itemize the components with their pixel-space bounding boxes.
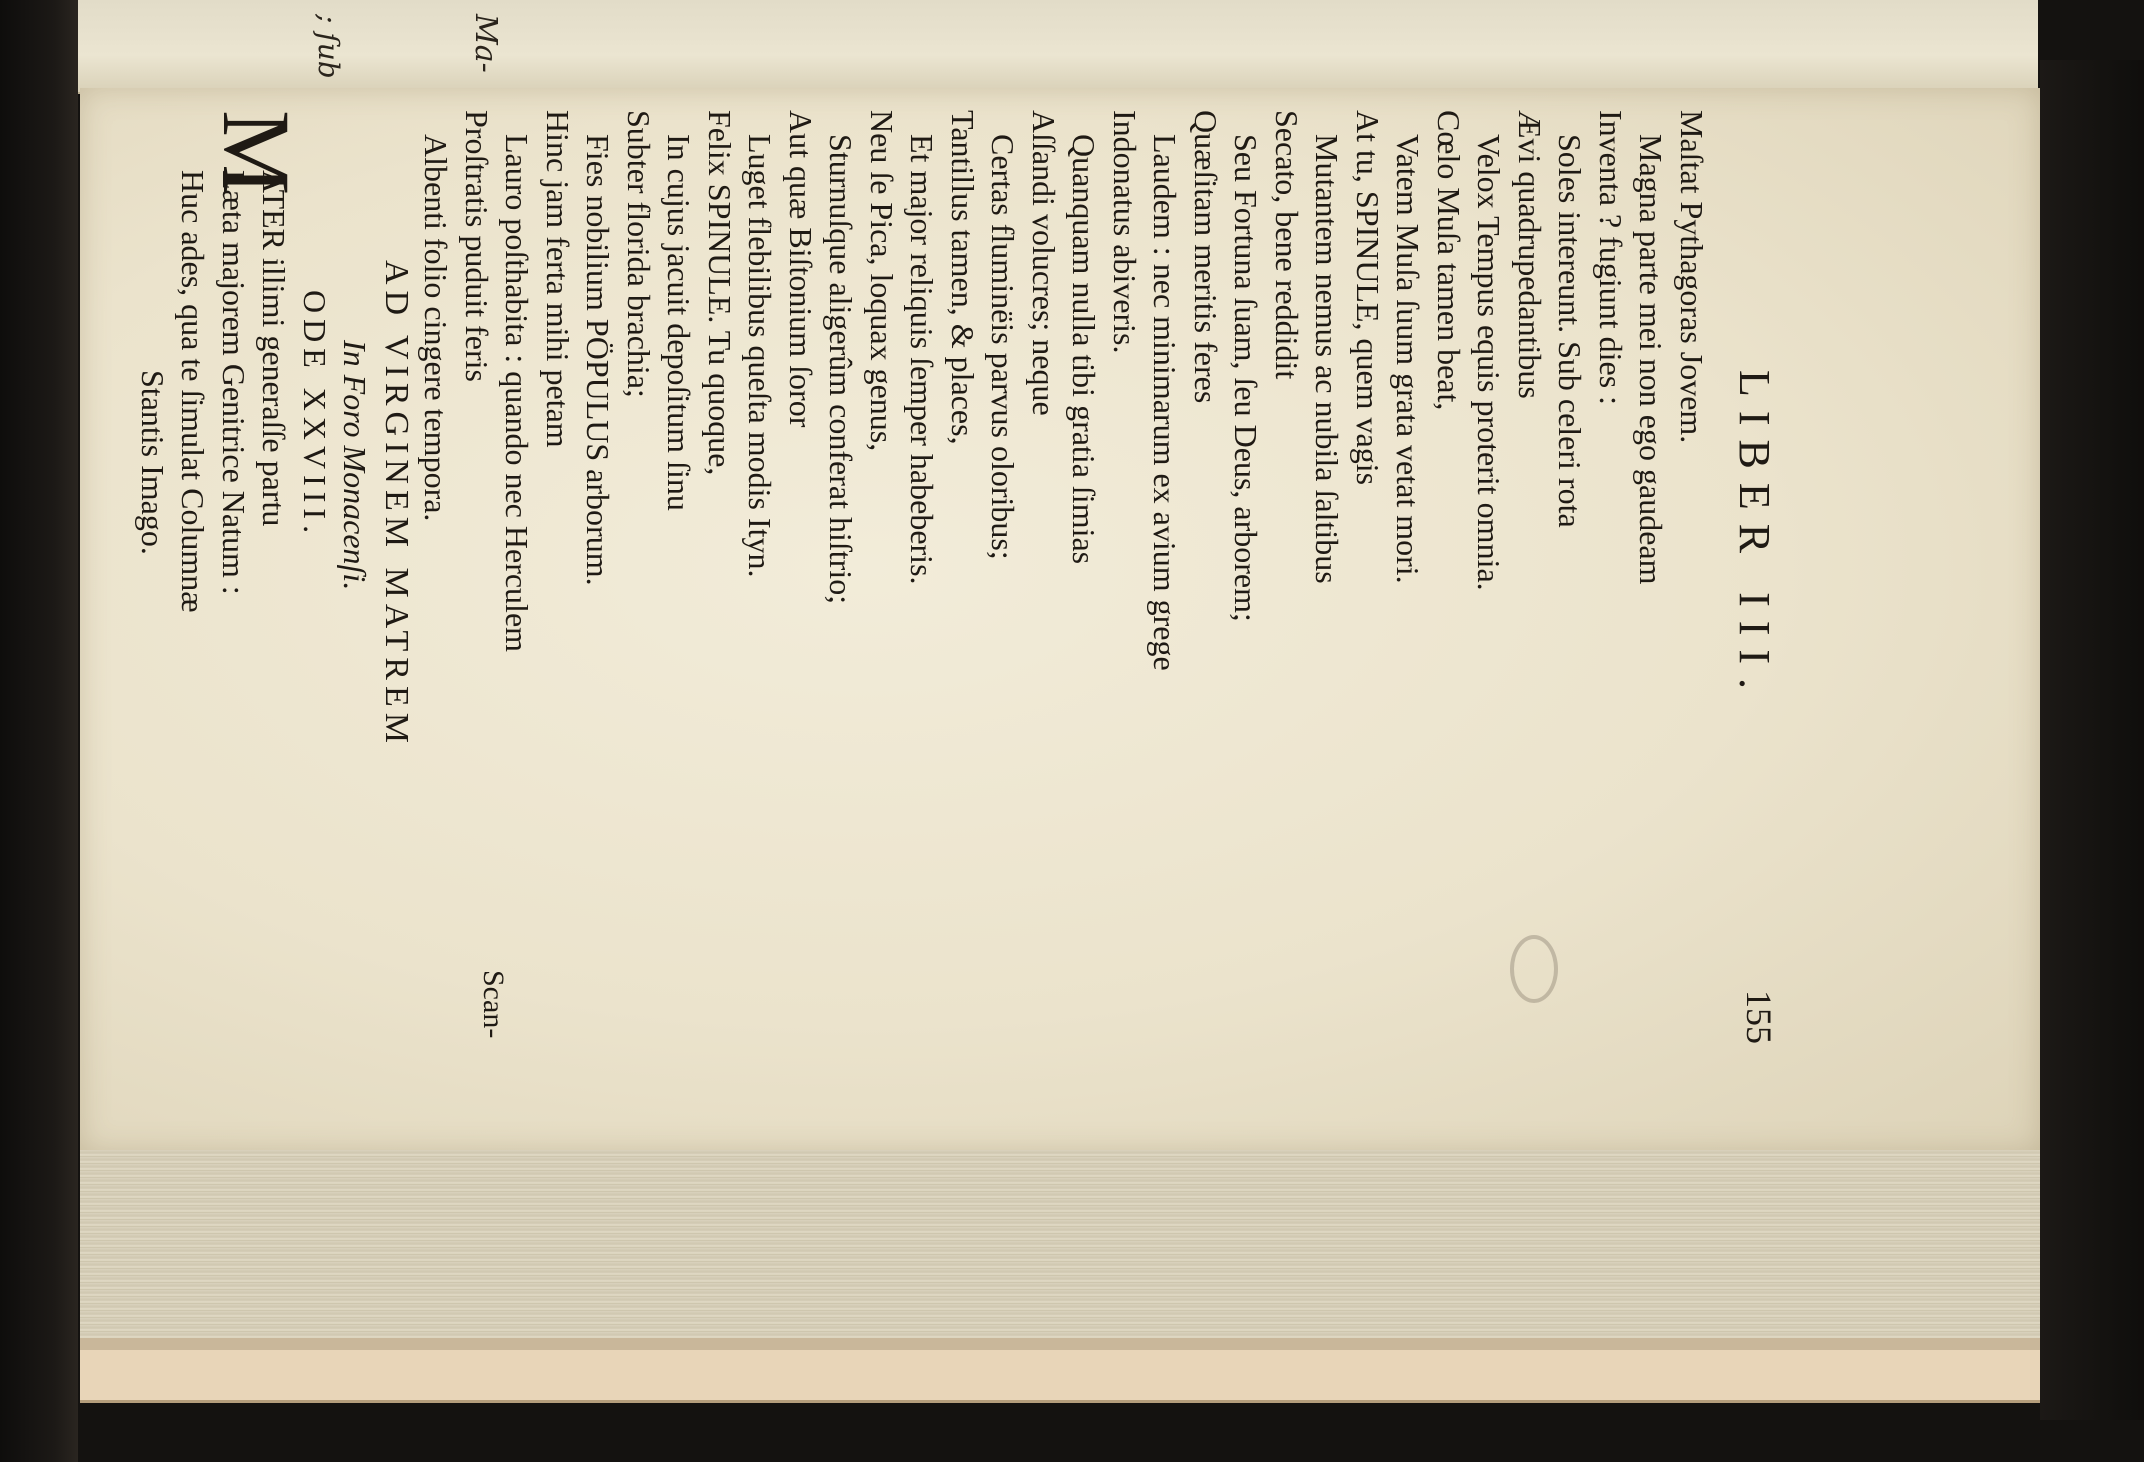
- verse-line: Sturnuſque aligerûm conferat hiſtrio;: [823, 134, 860, 605]
- ode-line: Huc ades, qua te ſimulat Columnæ: [175, 170, 212, 613]
- verse-line: Aut quæ Biſtonium ſoror: [783, 110, 819, 428]
- page-number: 155: [1739, 990, 1779, 1044]
- running-head-title: LIBER III.: [1730, 370, 1779, 704]
- ode-heading: AD VIRGINEM MATREM: [378, 260, 415, 749]
- verse-line: At tu, SPINULE, quem vagis: [1350, 110, 1386, 486]
- prev-page-fragment-1: Ma-: [468, 14, 503, 73]
- verse-line: Tantillus tamen, & places,: [945, 110, 981, 445]
- verse-line: Velox Tempus equis proterit omnia.: [1471, 134, 1508, 591]
- ode-line: Læta majorem Genitrice Natum :: [216, 170, 252, 595]
- verse-lines: [133, 110, 1713, 1110]
- drop-cap: M: [203, 110, 311, 196]
- background-right: [2040, 60, 2144, 1420]
- verse-line: Indonatus abiveris.: [1107, 110, 1143, 354]
- ode-line-text: ATER illimi generaſſe partu: [256, 170, 293, 527]
- verse-line: Hinc jam ferta mihi petam: [540, 110, 576, 448]
- verse-line: Albenti folio cingere tempora.: [418, 134, 455, 522]
- ode-line: Stantis Imago.: [135, 370, 171, 555]
- page-edges: [80, 1150, 2080, 1344]
- verse-line: Secato, bene reddidit: [1269, 110, 1305, 380]
- verse-line: Ævi quadrupedantibus: [1512, 110, 1548, 399]
- verse-line: Et major reliquis ſemper habeberis.: [904, 134, 941, 585]
- verse-line: Neu ſe Pica, loquax genus,: [864, 110, 900, 452]
- verse-line: Luget flebilibus queſta modis Ityn.: [742, 134, 779, 578]
- verse-line: Maſtat Pythagoras Jovem.: [1674, 110, 1710, 444]
- verse-line: Lauro poſthabita : quando nec Herculem: [499, 134, 536, 653]
- prev-page-fragment-2: ; ſub: [312, 14, 345, 79]
- previous-page: [78, 0, 2038, 94]
- verse-line: Laudem : nec minimarum ex avium grege: [1147, 134, 1184, 671]
- verse-line: Aſſandi volucres; neque: [1026, 110, 1062, 416]
- verse-line: Soles intereunt. Sub celeri rota: [1552, 134, 1589, 528]
- verse-line: Cœlo Muſa tamen beat,: [1431, 110, 1467, 411]
- verse-line: Subter florida brachia;: [621, 110, 657, 398]
- verse-line: Quanquam nulla tibi gratia ſimias: [1066, 134, 1103, 565]
- verse-line: Seu Fortuna ſuam, ſeu Deus, arborem;: [1228, 134, 1265, 622]
- verse-line: Quæſitam meritis feres: [1188, 110, 1224, 404]
- verse-line: Certas fluminëis parvus oloribus;: [985, 134, 1022, 560]
- ode-subheading: In Foro Monacenſi.: [337, 340, 374, 591]
- background-left: [0, 0, 78, 1462]
- verse-line: Mutantem nemus ac nubila ſaltibus: [1309, 134, 1346, 584]
- verse-line: Fies nobilium PÖPULUS arborum.: [580, 134, 617, 586]
- running-head: [1720, 110, 1780, 1110]
- verse-line: Inventa ? fugiunt dies :: [1593, 110, 1629, 406]
- verse-line: Proſtratis puduit feris: [459, 110, 495, 382]
- verse-line: Vatem Muſa ſuum grata vetat mori.: [1390, 134, 1427, 584]
- book-cover-edge: [80, 1350, 2100, 1403]
- verse-line: Felix SPINULE. Tu quoque,: [702, 110, 738, 476]
- verse-line: Magna parte mei non ego gaudeam: [1633, 134, 1670, 585]
- page-text-block: [135, 110, 1780, 1110]
- ode-number: ODE XXVIII.: [297, 290, 333, 540]
- catchword: Scan-: [477, 970, 510, 1039]
- verse-line: In cujus jacuit depoſitum ſinu: [661, 134, 698, 511]
